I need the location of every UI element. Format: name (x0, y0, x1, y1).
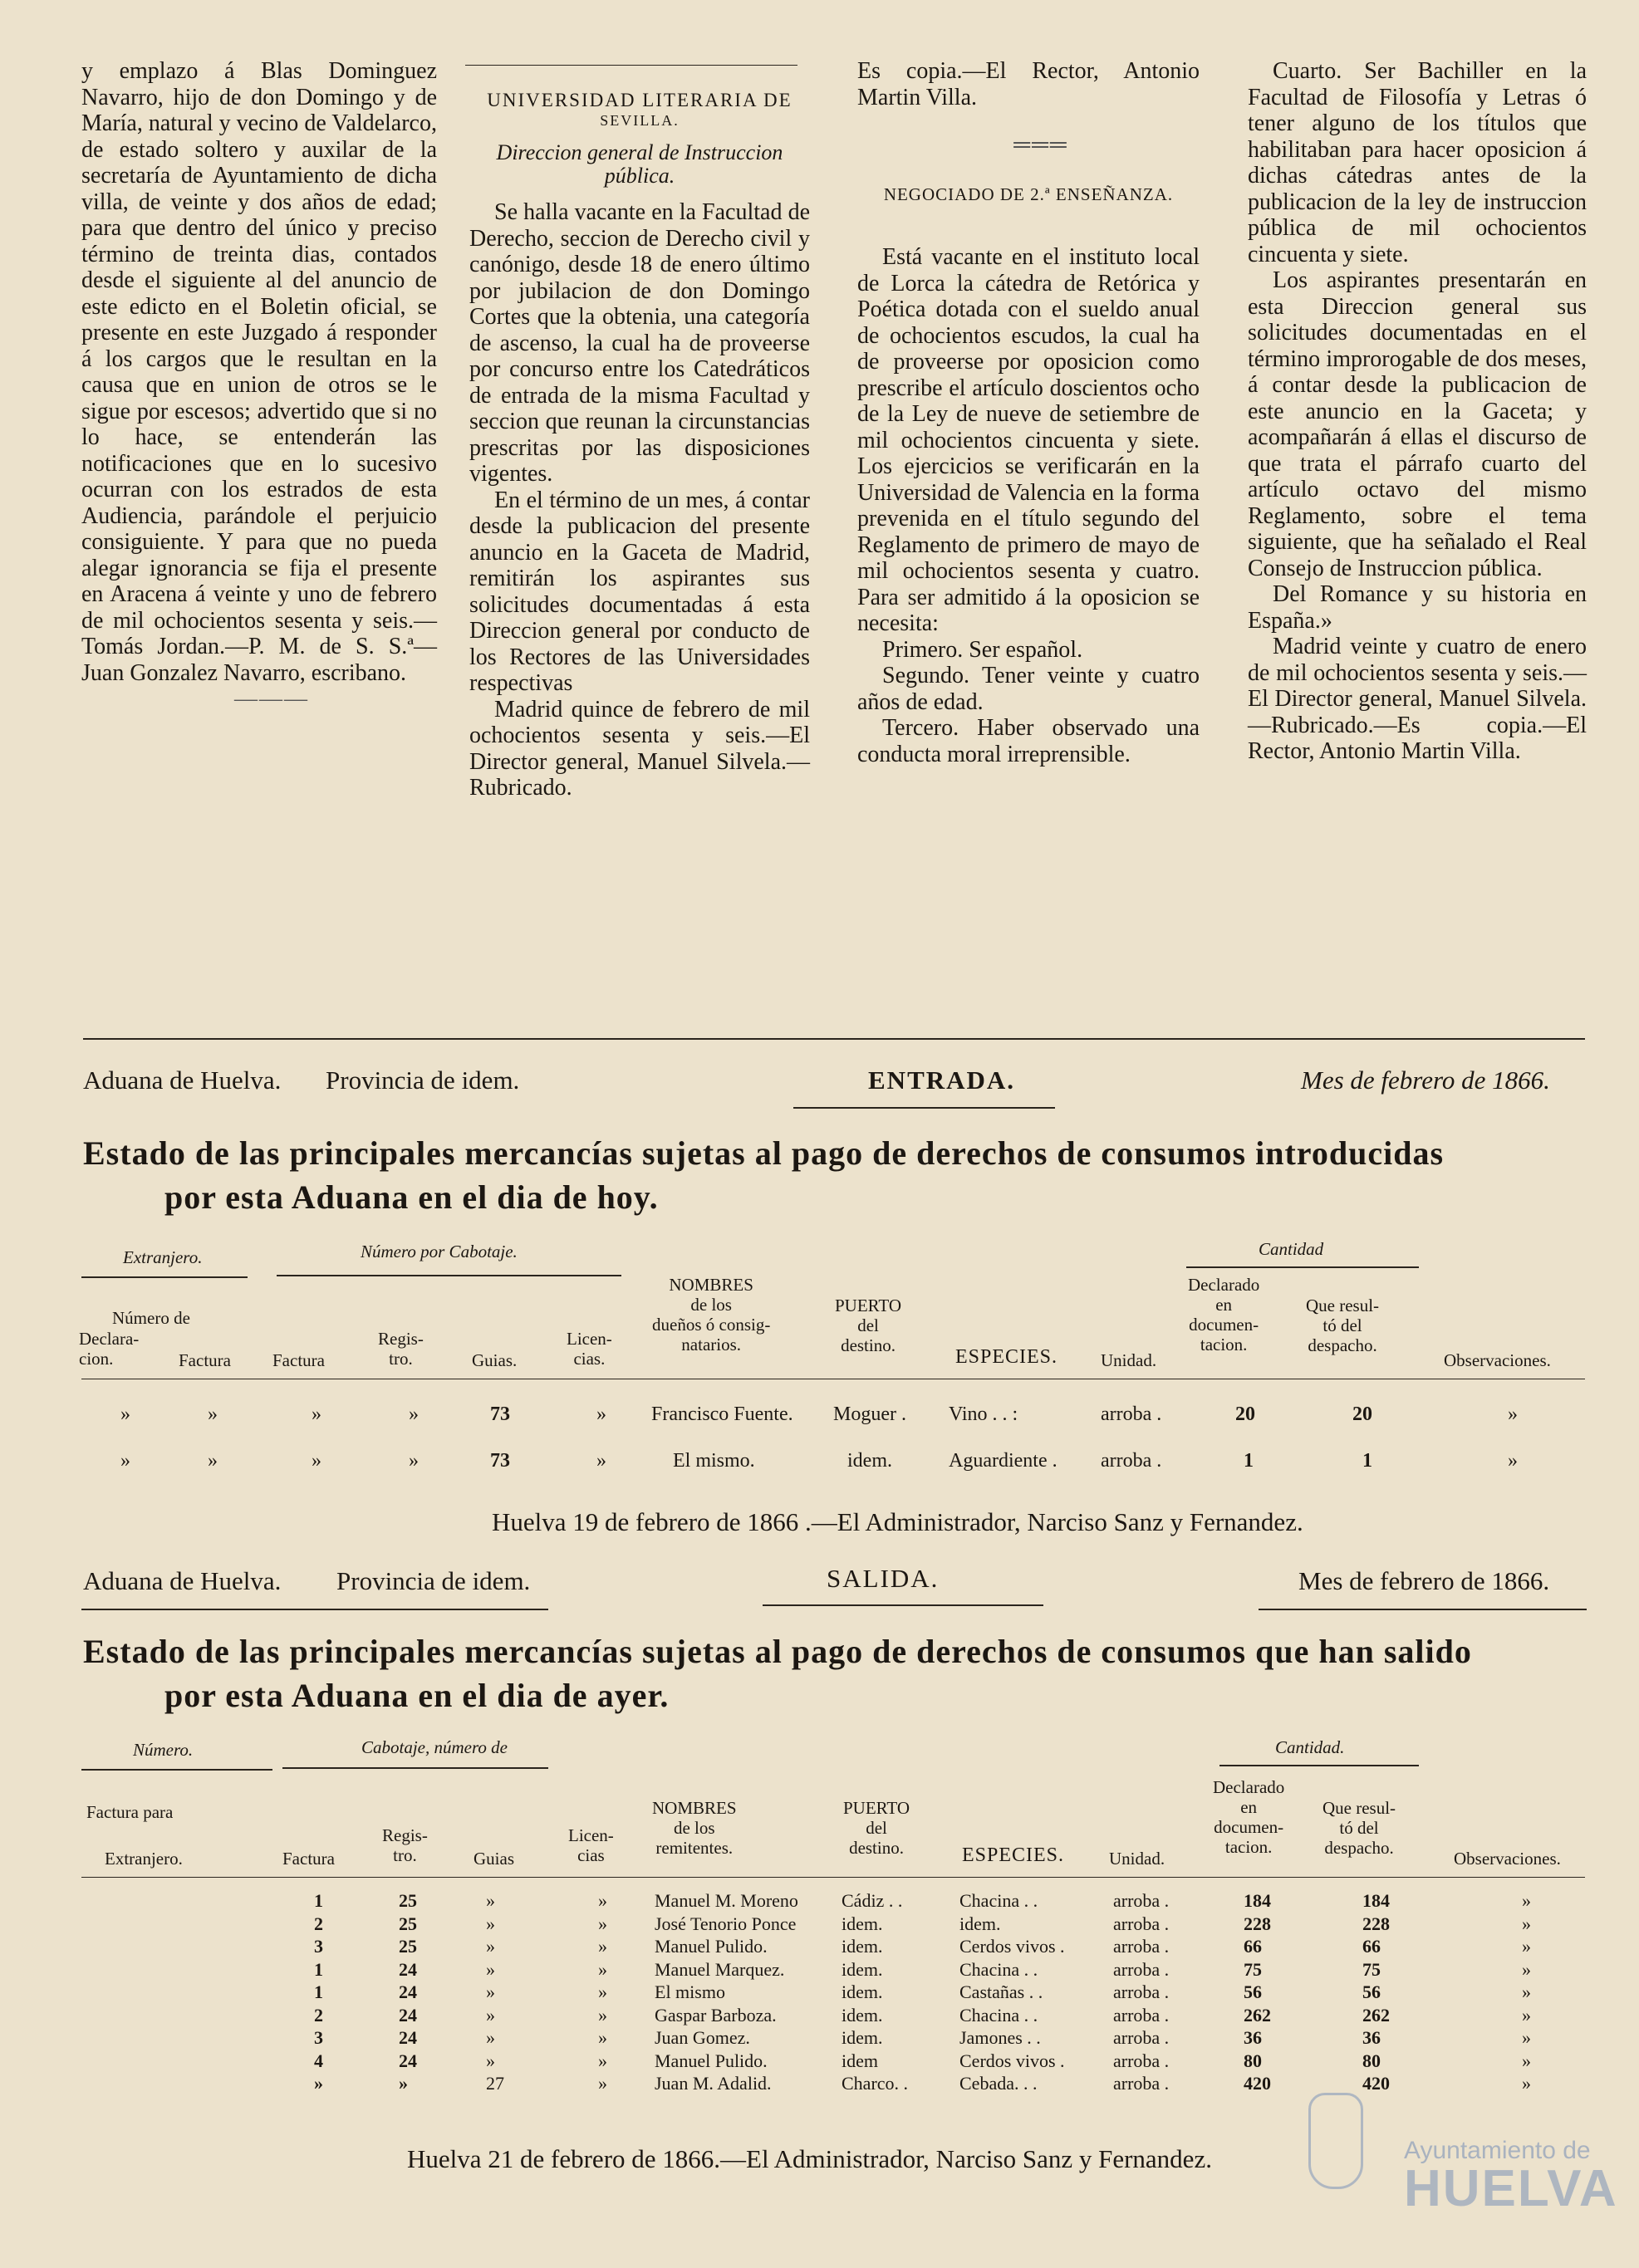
salida-title-2: por esta Aduana en el dia de ayer. (164, 1677, 670, 1714)
cell-unidad: arroba . (1101, 1403, 1162, 1425)
cell-declaracion: » (120, 1403, 130, 1425)
salida-title-1: Estado de las principales mercancías sujetas al pago de derechos de consumos que han salido (83, 1633, 1472, 1670)
cell-resulto: 56 (1362, 1981, 1381, 2002)
cell-declarado: 184 (1244, 1890, 1271, 1911)
salida-group-cabotaje: Cabotaje, número de (361, 1737, 508, 1757)
cell-guias: 73 (490, 1403, 510, 1425)
cell-puerto: idem. (847, 1450, 892, 1472)
salida-h-resulto: Que resul- tó del despacho. (1322, 1798, 1396, 1858)
cell-nombre: Juan Gomez. (655, 2027, 750, 2048)
cell-factura: 2 (314, 2004, 323, 2026)
entrada-h-declarado: Declarado en documen- tacion. (1188, 1275, 1260, 1354)
salida-h-factura-para: Factura para (86, 1802, 174, 1822)
cell-factura: » (314, 2073, 323, 2094)
entrada-tipo: ENTRADA. (868, 1065, 1016, 1095)
cell-nombre: Juan M. Adalid. (655, 2073, 772, 2094)
cell-puerto: idem. (842, 1958, 883, 1980)
cell-obs: » (1522, 1958, 1531, 1980)
entrada-h-resulto: Que resul- tó del despacho. (1306, 1296, 1380, 1355)
col2-paragraph-3: Madrid quince de febrero de mil ochocientos sesenta y seis.—El Director general, Manuel Silvela.—Rubricado. (469, 696, 810, 801)
salida-h-especies: ESPECIES. (962, 1844, 1065, 1866)
cell-declarado: 420 (1244, 2073, 1271, 2094)
cell-unidad: arroba . (1113, 1890, 1170, 1911)
entrada-h-guias: Guias. (472, 1350, 518, 1370)
section-divider (83, 1038, 1585, 1040)
col2-paragraph-2: En el término de un mes, á contar desde la publicacion del presente anuncio en la Gaceta de Madrid, remitirán los aspirantes sus solicitudes documentadas á esta Direccion general por conducto de los Rectores de las Universidades respectivas (469, 487, 810, 696)
cell-unidad: arroba . (1113, 2027, 1170, 2048)
group-rule (282, 1767, 548, 1769)
entrada-h-registro: Regis- tro. (378, 1329, 424, 1369)
cell-nombre: Manuel M. Moreno (655, 1890, 798, 1911)
cell-licencias: » (596, 1403, 606, 1425)
salida-h-factura: Factura (282, 1849, 335, 1869)
entrada-group-cabotaje: Número por Cabotaje. (361, 1242, 518, 1261)
cell-resulto: 80 (1362, 2050, 1381, 2071)
entrada-aduana: Aduana de Huelva. (83, 1065, 282, 1095)
entrada-ornament-rule (793, 1107, 1055, 1109)
salida-h-observaciones: Observaciones. (1454, 1849, 1561, 1869)
cell-guias: » (486, 1936, 495, 1957)
column-separator: ═══ (1013, 132, 1068, 158)
cell-nombre: Manuel Pulido. (655, 1936, 768, 1957)
entrada-h-nombres: NOMBRES de los dueños ó consig- natarios. (652, 1275, 771, 1354)
column-1 (81, 58, 437, 713)
entrada-h-factura2: Factura (272, 1350, 325, 1370)
cell-especie: Aguardiente . (949, 1450, 1057, 1472)
negociado-heading: NEGOCIADO DE 2.ª ENSEÑANZA. (883, 184, 1174, 204)
cell-especie: Castañas . . (959, 1981, 1043, 2002)
cell-factura2: » (312, 1403, 321, 1425)
group-rule (81, 1276, 248, 1278)
cell-guias: » (486, 2004, 495, 2026)
cell-unidad: arroba . (1113, 1981, 1170, 2002)
cell-resulto: 75 (1362, 1958, 1381, 1980)
cell-puerto: idem (842, 2050, 878, 2071)
cell-puerto: idem. (842, 1913, 883, 1934)
direccion-subheading: Direccion general de Instruccion pública. (496, 140, 783, 188)
col3-copia: Es copia.—El Rector, Antonio Martin Villa. (857, 58, 1200, 110)
cell-obs: » (1522, 1913, 1531, 1934)
cell-declarado: 66 (1244, 1936, 1262, 1957)
cell-especie: Chacina . . (959, 1958, 1038, 1980)
salida-h-extranjero: Extranjero. (105, 1849, 183, 1869)
cell-observaciones: » (1508, 1450, 1518, 1472)
col4-paragraph-3: Del Romance y su historia en España.» (1248, 581, 1587, 634)
salida-provincia: Provincia de idem. (336, 1566, 531, 1595)
cell-obs: » (1522, 2027, 1531, 2048)
cell-factura: 3 (314, 2027, 323, 2048)
cell-declarado: 36 (1244, 2027, 1262, 2048)
cell-nombre: José Tenorio Ponce (655, 1913, 797, 1934)
cell-lic: » (598, 1958, 607, 1980)
salida-h-registro: Regis- tro. (382, 1825, 428, 1865)
salida-group-cantidad: Cantidad. (1275, 1737, 1345, 1757)
cell-factura: 1 (314, 1981, 323, 2002)
salida-rule (1259, 1609, 1587, 1610)
salida-tipo: SALIDA. (827, 1564, 940, 1593)
entrada-mes: Mes de febrero de 1866. (1301, 1065, 1550, 1095)
column-2 (469, 90, 810, 801)
watermark-line-2: HUELVA (1404, 2160, 1618, 2217)
cell-resulto: 228 (1362, 1913, 1390, 1934)
entrada-title-2: por esta Aduana en el dia de hoy. (164, 1178, 659, 1216)
cell-factura: 3 (314, 1936, 323, 1957)
col3-paragraph-1: Está vacante en el instituto local de Lorca la cátedra de Retórica y Poética dotada con el sueldo anual de ochocientos escudos, la cual ha de proveerse por oposicion como prescribe el artículo doscientos ocho de la Ley de nueve de setiembre de mil ochocientos cincuenta y siete. Los ejercicios se verificarán en la Universidad de Valencia en la forma prevenida en el título segundo del Reglamento de primero de mayo de mil ochocientos sesenta y cuatro. Para ser admitido á la oposicion se necesita: (857, 244, 1200, 636)
column-top-rule (465, 65, 797, 66)
cell-guias: 27 (486, 2073, 504, 2094)
cell-declarado: 56 (1244, 1981, 1262, 2002)
universidad-heading: UNIVERSIDAD LITERARIA DE (487, 90, 793, 110)
entrada-group-cantidad: Cantidad (1259, 1239, 1324, 1259)
cell-resulto: 420 (1362, 2073, 1390, 2094)
cell-puerto: Charco. . (842, 2073, 909, 2094)
cell-nombre: Gaspar Barboza. (655, 2004, 777, 2026)
group-rule (1219, 1765, 1419, 1766)
col3-paragraph-2: Primero. Ser español. (882, 636, 1083, 663)
cell-registro: 24 (399, 2027, 417, 2048)
cell-unidad: arroba . (1101, 1450, 1162, 1472)
cell-declarado: 228 (1244, 1913, 1271, 1934)
salida-h-licencias: Licen- cias (568, 1825, 614, 1865)
cell-resulto: 66 (1362, 1936, 1381, 1957)
entrada-h-declaracion: Declara- cion. (79, 1329, 140, 1369)
cell-factura: 2 (314, 1913, 323, 1934)
entrada-h-especies: ESPECIES. (955, 1346, 1058, 1368)
cell-factura: » (208, 1403, 218, 1425)
cell-registro: 25 (399, 1890, 417, 1911)
cell-puerto: Moguer . (833, 1403, 906, 1425)
cell-observaciones: » (1508, 1403, 1518, 1425)
salida-group-numero: Número. (133, 1740, 194, 1760)
entrada-h-factura: Factura (179, 1350, 231, 1370)
column-4 (1248, 58, 1587, 765)
cell-especie: Cerdos vivos . (959, 2050, 1065, 2071)
cell-obs: » (1522, 1890, 1531, 1911)
cell-unidad: arroba . (1113, 2073, 1170, 2094)
cell-declaracion: » (120, 1450, 130, 1472)
cell-resulto: 262 (1362, 2004, 1390, 2026)
cell-registro: 24 (399, 1981, 417, 2002)
cell-especie: Chacina . . (959, 1890, 1038, 1911)
cell-registro: 24 (399, 2004, 417, 2026)
cell-registro: » (409, 1403, 419, 1425)
cell-lic: » (598, 2004, 607, 2026)
salida-h-guias: Guias (474, 1849, 514, 1869)
salida-rule (81, 1609, 548, 1610)
cell-unidad: arroba . (1113, 2004, 1170, 2026)
cell-obs: » (1522, 2073, 1531, 2094)
cell-resulto: 1 (1362, 1450, 1372, 1472)
cell-lic: » (598, 1913, 607, 1934)
cell-guias: » (486, 1913, 495, 1934)
cell-guias: » (486, 2050, 495, 2071)
cell-especie: idem. (959, 1913, 1001, 1934)
entrada-h-observaciones: Observaciones. (1444, 1350, 1551, 1370)
salida-h-declarado: Declarado en documen- tacion. (1213, 1777, 1285, 1857)
col4-paragraph-1: Cuarto. Ser Bachiller en la Facultad de Filosofía y Letras ó tener alguno de los títulos que habilitaban para hacer oposicion á dichas cátedras antes de la publicacion de la ley de instruccion pública de mil ochocientos cincuenta y siete. (1248, 58, 1587, 267)
col2-paragraph-1: Se halla vacante en la Facultad de Derecho, seccion de Derecho civil y canónigo, desde 18 de enero último por jubilacion de don Domingo Cortes que la obtenia, una categoría de ascenso, la cual ha de proveerse por concurso entre los Catedráticos de entrada de la misma Facultad y seccion que reunan la circunstancias prescritas por las disposiciones vigentes. (469, 199, 810, 487)
cell-factura: 1 (314, 1890, 323, 1911)
cell-especie: Cebada. . . (959, 2073, 1038, 2094)
watermark-line-1: Ayuntamiento de (1404, 2137, 1591, 2164)
cell-nombre: Manuel Pulido. (655, 2050, 768, 2071)
cell-unidad: arroba . (1113, 2050, 1170, 2071)
cell-obs: » (1522, 2004, 1531, 2026)
cell-lic: » (598, 1981, 607, 2002)
entrada-group-extranjero: Extranjero. (123, 1247, 203, 1267)
col3-paragraph-3: Segundo. Tener veinte y cuatro años de edad. (857, 663, 1200, 715)
cell-lic: » (598, 2073, 607, 2094)
cell-registro: 24 (399, 2050, 417, 2071)
entrada-h-numero-de: Número de (112, 1308, 190, 1328)
cell-registro: 24 (399, 1958, 417, 1980)
column-separator: ——— (234, 686, 309, 712)
cell-unidad: arroba . (1113, 1958, 1170, 1980)
cell-declarado: 1 (1244, 1450, 1254, 1472)
salida-aduana: Aduana de Huelva. (83, 1566, 282, 1595)
cell-resulto: 184 (1362, 1890, 1390, 1911)
col4-paragraph-2: Los aspirantes presentarán en esta Direccion general sus solicitudes documentadas en el término improrogable de dos meses, á contar desde la publicacion de este anuncio en la Gaceta; y acompañarán á ellas el discurso de que trata el párrafo cuarto del artículo octavo del mismo Reglamento, sobre el tema siguiente, que ha señalado el Real Consejo de Instruccion pública. (1248, 267, 1587, 581)
cell-lic: » (598, 1936, 607, 1957)
header-rule (81, 1877, 1585, 1878)
entrada-provincia: Provincia de idem. (326, 1065, 520, 1095)
cell-puerto: idem. (842, 2004, 883, 2026)
cell-lic: » (598, 2027, 607, 2048)
cell-nombre: El mismo (655, 1981, 725, 2002)
cell-resulto: 20 (1352, 1403, 1372, 1425)
cell-guias: » (486, 1890, 495, 1911)
cell-obs: » (1522, 1981, 1531, 2002)
entrada-h-puerto: PUERTO del destino. (835, 1296, 902, 1355)
salida-firma: Huelva 21 de febrero de 1866.—El Administrador, Narciso Sanz y Fernandez. (407, 2144, 1212, 2173)
cell-factura: » (208, 1450, 218, 1472)
entrada-h-licencias: Licen- cias. (567, 1329, 612, 1369)
group-rule (1186, 1266, 1419, 1268)
cell-especie: Vino . . : (949, 1403, 1018, 1425)
edicto-text: y emplazo á Blas Dominguez Navarro, hijo de don Domingo y de María, natural y vecino de Valdelarco, de estado soltero y auxilar de la secretaría de Ayuntamiento de dicha villa, de veinte y dos años de edad; para que dentro del único y preciso término de treinta dias, contados desde el siguiente al del anuncio de este edicto en el Boletin oficial, se presente en este Juzgado á responder á los cargos que le resultan en la causa que en union de otros se le sigue por escesos; advertido que si no lo hace, se entenderán las notificaciones que en lo sucesivo ocurran con los estrados de esta Audiencia, parándole el perjuicio consiguiente. Y para que no pueda alegar ignorancia se fija el presente en Aracena á veinte y uno de febrero de mil ochocientos sesenta y seis.—Tomás Jordan.—P. M. de S. S.ª—Juan Gonzalez Navarro, escribano. (81, 58, 437, 686)
cell-declarado: 80 (1244, 2050, 1262, 2071)
cell-nombre: Francisco Fuente. (651, 1403, 793, 1425)
cell-puerto: idem. (842, 1936, 883, 1957)
cell-licencias: » (596, 1450, 606, 1472)
cell-resulto: 36 (1362, 2027, 1381, 2048)
entrada-h-unidad: Unidad. (1101, 1350, 1157, 1370)
cell-registro: » (399, 2073, 408, 2094)
cell-obs: » (1522, 1936, 1531, 1957)
entrada-title-1: Estado de las principales mercancías sujetas al pago de derechos de consumos introducidas (83, 1134, 1445, 1172)
cell-registro: » (409, 1450, 419, 1472)
cell-lic: » (598, 1890, 607, 1911)
cell-factura2: » (312, 1450, 321, 1472)
cell-especie: Jamones . . (959, 2027, 1041, 2048)
cell-declarado: 75 (1244, 1958, 1262, 1980)
column-3 (857, 58, 1200, 767)
cell-puerto: idem. (842, 1981, 883, 2002)
col3-paragraph-4: Tercero. Haber observado una conducta moral irreprensible. (857, 715, 1200, 767)
cell-guias: 73 (490, 1450, 510, 1472)
cell-factura: 4 (314, 2050, 323, 2071)
salida-mes: Mes de febrero de 1866. (1298, 1566, 1550, 1595)
cell-puerto: idem. (842, 2027, 883, 2048)
cell-unidad: arroba . (1113, 1936, 1170, 1957)
col4-paragraph-4: Madrid veinte y cuatro de enero de mil ochocientos sesenta y seis.—El Director general, Manuel Silvela.—Rubricado.—Es copia.—El Rector, Antonio Martin Villa. (1248, 634, 1587, 764)
salida-h-nombres: NOMBRES de los remitentes. (652, 1798, 737, 1858)
salida-h-unidad: Unidad. (1109, 1849, 1165, 1869)
salida-h-puerto: PUERTO del destino. (843, 1798, 910, 1858)
cell-guias: » (486, 2027, 495, 2048)
cell-unidad: arroba . (1113, 1913, 1170, 1934)
cell-declarado: 262 (1244, 2004, 1271, 2026)
cell-nombre: El mismo. (673, 1450, 755, 1472)
group-rule (277, 1275, 621, 1276)
cell-puerto: Cádiz . . (842, 1890, 903, 1911)
cell-guias: » (486, 1958, 495, 1980)
municipal-seal-icon (1308, 2093, 1363, 2189)
cell-declarado: 20 (1235, 1403, 1255, 1425)
cell-registro: 25 (399, 1936, 417, 1957)
cell-obs: » (1522, 2050, 1531, 2071)
cell-factura: 1 (314, 1958, 323, 1980)
cell-lic: » (598, 2050, 607, 2071)
group-rule (81, 1769, 272, 1771)
universidad-city: SEVILLA. (600, 112, 680, 129)
cell-nombre: Manuel Marquez. (655, 1958, 785, 1980)
cell-especie: Cerdos vivos . (959, 1936, 1065, 1957)
cell-registro: 25 (399, 1913, 417, 1934)
cell-guias: » (486, 1981, 495, 2002)
salida-rule (763, 1604, 1043, 1606)
entrada-firma: Huelva 19 de febrero de 1866 .—El Administrador, Narciso Sanz y Fernandez. (492, 1507, 1303, 1536)
cell-especie: Chacina . . (959, 2004, 1038, 2026)
